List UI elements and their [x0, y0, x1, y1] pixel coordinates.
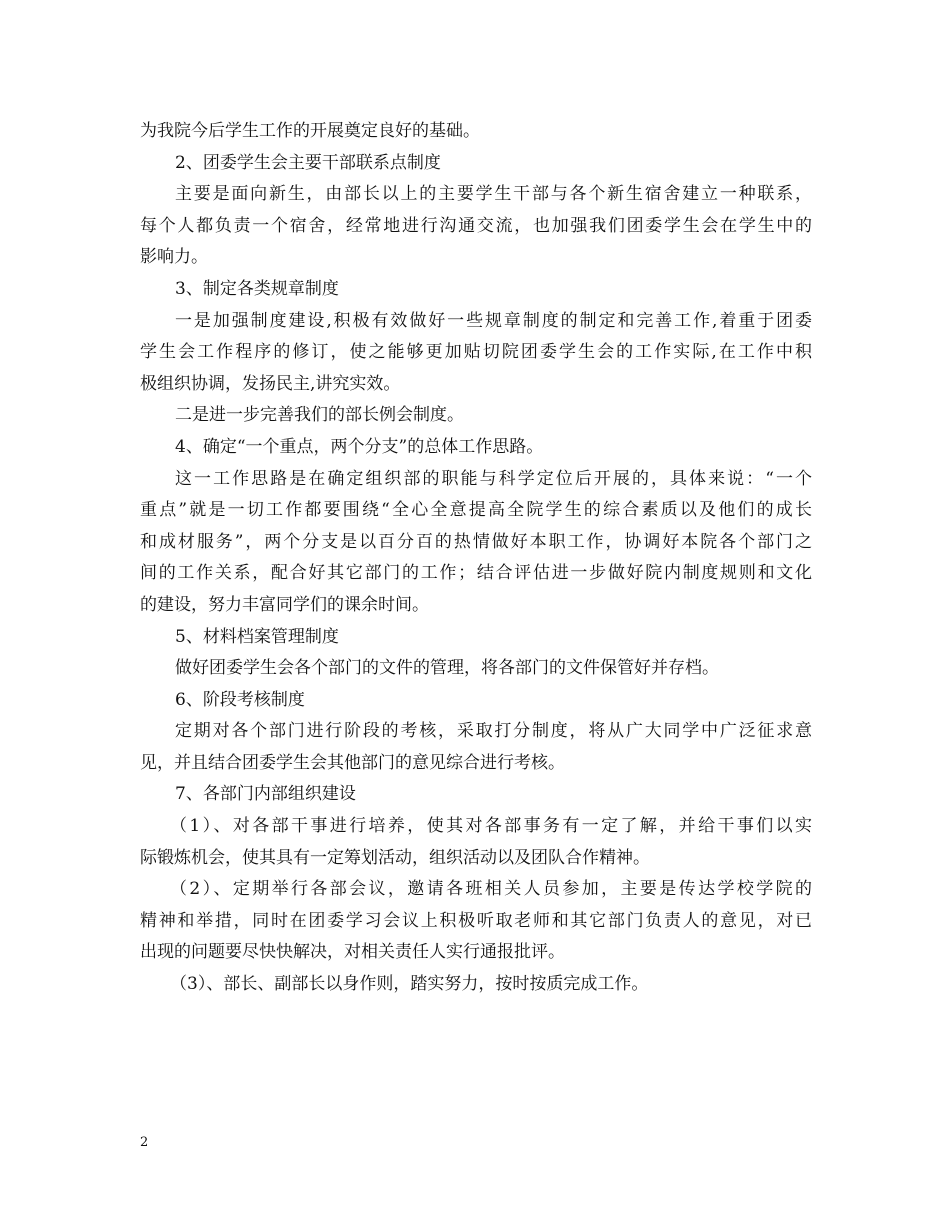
paragraph-line: 做好团委学生会各个部门的文件的管理，将各部门的文件保管好并存档。 [175, 658, 719, 679]
paragraph-line: 定期对各个部门进行阶段的考核，采取打分制度，将从广大同学中广泛征求意 [175, 721, 812, 742]
paragraph-line: 和成材服务”，两个分支是以百分百的热情做好本职工作，协调好本院各个部门之 [140, 531, 812, 552]
section-heading: 3、制定各类规章制度 [175, 278, 339, 299]
paragraph-line: 主要是面向新生，由部长以上的主要学生干部与各个新生宿舍建立一种联系， [175, 184, 812, 205]
paragraph-line: 这一工作思路是在确定组织部的职能与科学定位后开展的，具体来说：“一个 [175, 468, 812, 489]
list-item-line: （1）、对各部干事进行培养，使其对各部事务有一定了解，并给干事们以实 [170, 816, 812, 837]
paragraph-line: 每个人都负责一个宿舍，经常地进行沟通交流，也加强我们团委学生会在学生中的 [140, 215, 812, 236]
list-item-line: （2）、定期举行各部会议，邀请各班相关人员参加，主要是传达学校学院的 [170, 879, 812, 900]
list-item-line: 出现的问题要尽快快解决，对相关责任人实行通报批评。 [140, 942, 565, 963]
paragraph-line: 影响力。 [140, 247, 208, 268]
paragraph-line: 一是加强制度建设,积极有效做好一些规章制度的制定和完善工作,着重于团委 [175, 310, 812, 331]
paragraph-line: 为我院今后学生工作的开展奠定良好的基础。 [140, 121, 480, 141]
paragraph-line: 极组织协调，发扬民主,讲究实效。 [140, 373, 401, 394]
paragraph-line: 重点”就是一切工作都要围绕“全心全意提高全院学生的综合素质以及他们的成长 [140, 500, 812, 521]
paragraph-line: 间的工作关系，配合好其它部门的工作；结合评估进一步做好院内制度规则和文化 [140, 563, 812, 584]
paragraph-line: 的建设，努力丰富同学们的课余时间。 [140, 594, 429, 615]
section-heading: 6、阶段考核制度 [175, 689, 305, 710]
document-body [140, 116, 812, 1001]
section-heading: 2、团委学生会主要干部联系点制度 [175, 152, 441, 173]
section-heading: 4、确定“一个重点，两个分支”的总体工作思路。 [175, 436, 544, 457]
list-item-line: 际锻炼机会，使其具有一定筹划活动，组织活动以及团队合作精神。 [140, 847, 650, 868]
section-heading: 5、材料档案管理制度 [175, 626, 339, 647]
paragraph-line: 二是进一步完善我们的部长例会制度。 [175, 405, 464, 426]
page-number: 2 [140, 1135, 149, 1150]
list-item-line: （3）、部长、副部长以身作则，踏实努力，按时按质完成工作。 [170, 974, 649, 995]
paragraph-line: 学生会工作程序的修订，使之能够更加贴切院团委学生会的工作实际,在工作中积 [140, 342, 812, 363]
section-heading: 7、各部门内部组织建设 [175, 784, 356, 805]
list-item-line: 精神和举措，同时在团委学习会议上积极听取老师和其它部门负责人的意见，对已 [140, 910, 812, 931]
paragraph-line: 见，并且结合团委学生会其他部门的意见综合进行考核。 [140, 752, 565, 773]
